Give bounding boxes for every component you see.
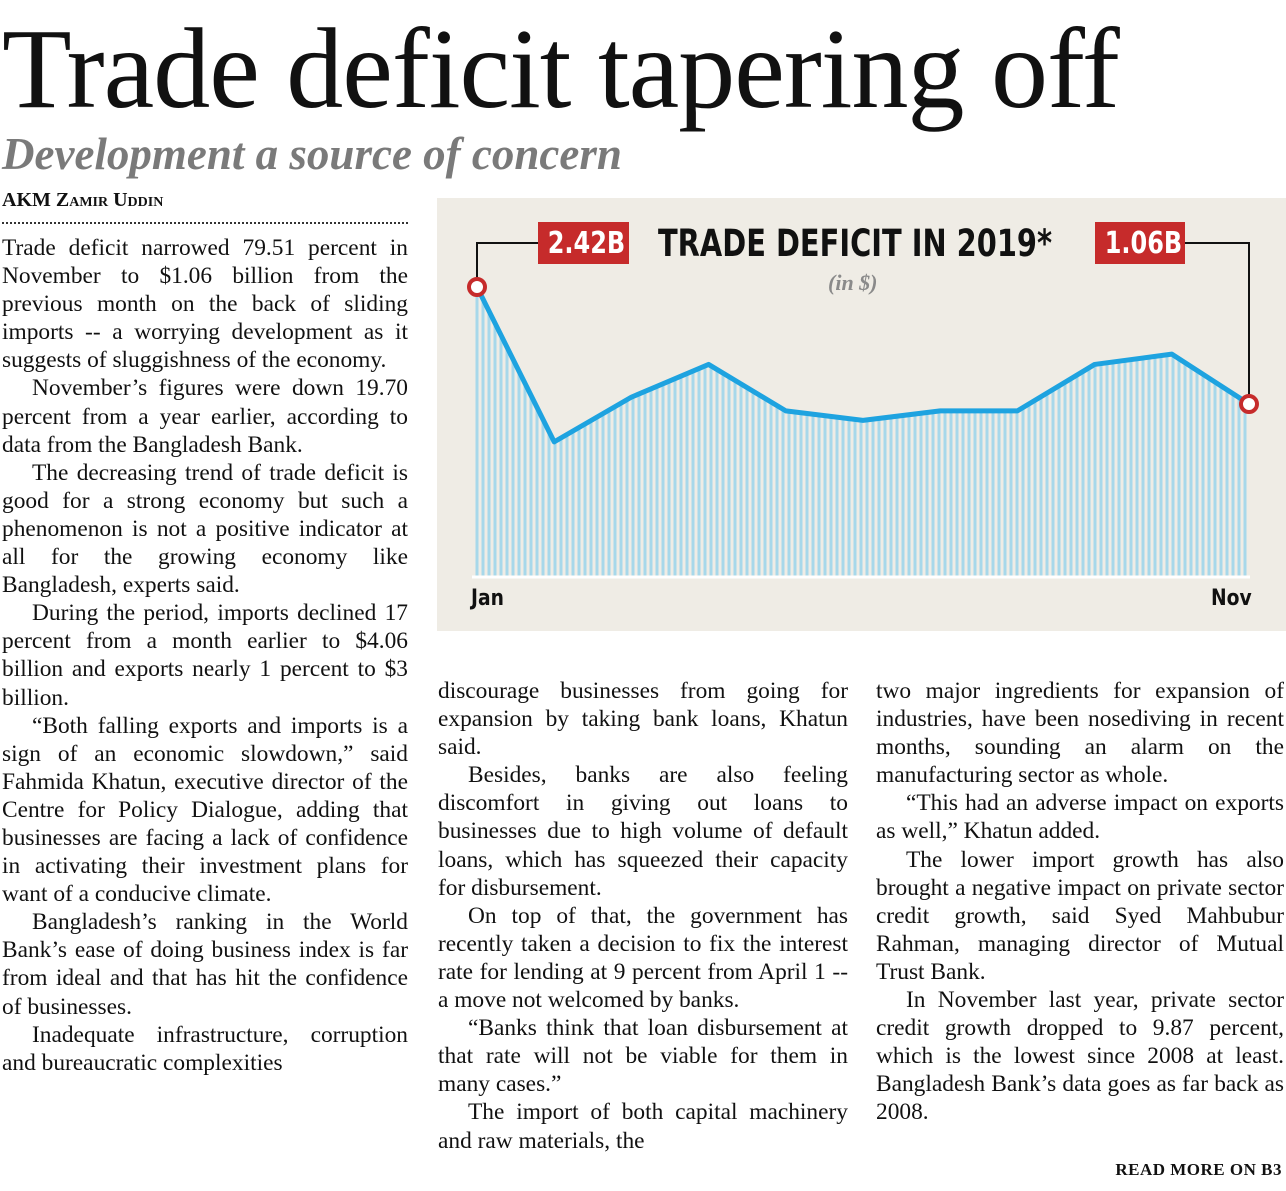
area-stripe [896, 416, 899, 577]
subhead: Development a source of concern [2, 129, 622, 179]
area-stripe [1208, 378, 1211, 577]
area-stripe [560, 438, 563, 577]
paragraph: Besides, banks are also feeling discomfort in giving out loans to businesses due to high volume of default loans, which has squeezed their capacity for disbursement. [438, 762, 848, 901]
area-stripe [800, 413, 803, 577]
area-stripe [1148, 357, 1151, 577]
area-stripe [746, 388, 749, 577]
area-stripe [1112, 362, 1115, 577]
area-stripe [626, 400, 629, 577]
area-stripe [770, 402, 773, 577]
area-stripe [536, 407, 539, 577]
area-stripe [518, 371, 521, 577]
start-callout-line [477, 243, 538, 279]
area-stripe [716, 370, 719, 577]
area-stripe [1124, 360, 1127, 577]
area-stripe [1082, 371, 1085, 577]
area-stripe [596, 417, 599, 577]
area-stripe [872, 419, 875, 577]
area-stripe [1016, 411, 1019, 577]
area-stripe [1190, 367, 1193, 577]
area-stripe [1160, 356, 1163, 577]
area-stripe [554, 441, 557, 577]
area-stripe [758, 395, 761, 577]
area-stripe [710, 366, 713, 577]
area-stripe [590, 421, 593, 577]
area-stripe [506, 347, 509, 577]
area-stripe [944, 411, 947, 577]
area-stripe [488, 311, 491, 577]
area-stripe [866, 420, 869, 577]
headline: Trade deficit tapering off [2, 5, 1119, 132]
area-stripe [494, 323, 497, 577]
area-stripe [962, 411, 965, 577]
area-stripe [842, 418, 845, 577]
area-stripe [788, 411, 791, 577]
area-stripe [1034, 400, 1037, 577]
area-stripe [1004, 411, 1007, 577]
area-stripe [668, 381, 671, 577]
area-stripe [1214, 382, 1217, 577]
area-stripe [530, 395, 533, 577]
area-stripe [1088, 368, 1091, 577]
area-stripe [728, 377, 731, 577]
paragraph: During the period, imports declined 17 percent from a month earlier to $4.06 billion and exports nearly 1 percent to $3 billion. [2, 600, 408, 711]
area-stripe [686, 374, 689, 577]
area-stripe [1130, 360, 1133, 577]
article-column-2 [438, 677, 848, 1191]
area-stripe [584, 424, 587, 577]
paragraph: The import of both capital machinery and raw materials, the [438, 1099, 848, 1154]
area-stripe [752, 391, 755, 577]
area-stripe [608, 410, 611, 577]
area-stripe [860, 420, 863, 577]
area-stripe [902, 415, 905, 577]
area-stripe [806, 414, 809, 577]
area-stripe [512, 359, 515, 577]
area-stripe [566, 434, 569, 577]
start-value-flag: 2.42B [538, 222, 629, 264]
area-stripe [1106, 363, 1109, 577]
area-stripe [1100, 364, 1103, 577]
area-stripe [740, 384, 743, 577]
area-stripe [968, 411, 971, 577]
area-stripe [950, 411, 953, 577]
area-stripe [890, 417, 893, 577]
area-stripe [974, 411, 977, 577]
x-tick-label-end: Nov [1211, 586, 1252, 611]
paragraph: The decreasing trend of trade deficit is good for a strong economy but such a phenomenon is not a positive indicator at all for the growing economy like Bangladesh, experts said. [2, 459, 408, 599]
area-stripe [1154, 356, 1157, 577]
series-line [477, 287, 1249, 442]
paragraph: On top of that, the government has recently taken a decision to fix the interest rate for lending at 9 percent from April 1 -- a move not welcomed by banks. [438, 902, 848, 1014]
area-stripe [1238, 398, 1241, 577]
area-stripe [794, 412, 797, 577]
paragraph: “This had an adverse impact on exports as well,” Khatun added. [876, 790, 1284, 845]
byline: AKM Zamir Uddin [2, 189, 164, 211]
paragraph: Bangladesh’s ranking in the World Bank’s ease of doing business index is far from ideal and that has hit the confidence of businesses. [2, 909, 408, 1020]
area-stripe [992, 411, 995, 577]
area-stripe [620, 403, 623, 577]
area-stripe [1094, 364, 1097, 577]
area-stripe [632, 396, 635, 577]
area-stripe [1046, 393, 1049, 577]
paragraph: “Both falling exports and imports is a sign of an economic slowdown,” said Fahmida Khatun, executive director of the Centre for Policy Dialogue, adding that businesses are facing a lack of confidence in activating their investment plans for want of a conducive climate. [2, 712, 408, 908]
highlighted-data-point [1241, 396, 1257, 412]
area-stripe [1226, 390, 1229, 577]
paragraph: two major ingredients for expansion of industries, have been nosediving in recent months, sounding an alarm on the manufacturing sector as whole. [876, 678, 1284, 789]
paragraph: November’s figures were down 19.70 percent from a year earlier, according to data from the Bangladesh Bank. [2, 375, 408, 458]
area-stripe [1028, 404, 1031, 577]
area-stripe [650, 389, 653, 577]
area-stripe [1202, 374, 1205, 577]
area-stripe [854, 419, 857, 577]
area-stripe [824, 416, 827, 577]
area-stripe [878, 418, 881, 577]
area-stripe [782, 409, 785, 577]
paragraph: “Banks think that loan disbursement at that rate will not be viable for them in many cases.” [438, 1015, 848, 1098]
area-stripe [998, 411, 1001, 577]
chart-unit: (in $) [828, 270, 878, 295]
area-stripe [884, 418, 887, 577]
area-stripe [1136, 359, 1139, 577]
area-stripe [1070, 379, 1073, 577]
area-stripe [980, 411, 983, 577]
area-stripe [1052, 389, 1055, 577]
area-stripe [1184, 363, 1187, 577]
area-stripe [1022, 408, 1025, 577]
area-stripe [938, 411, 941, 577]
area-stripe [1178, 359, 1181, 577]
area-stripe [644, 391, 647, 577]
area-stripe [476, 287, 479, 577]
area-stripe [722, 373, 725, 577]
area-stripe [482, 299, 485, 577]
read-more-link[interactable]: READ MORE ON B3 [1115, 1160, 1282, 1179]
area-stripe [542, 419, 545, 577]
area-stripe [1040, 397, 1043, 577]
area-stripe [812, 414, 815, 577]
paragraph: Inadequate infrastructure, corruption and bureaucratic complexities [2, 1021, 408, 1076]
chart-title: TRADE DEFICIT IN 2019* [658, 222, 1053, 265]
area-stripe [914, 414, 917, 577]
area-stripe [818, 415, 821, 577]
end-value-flag: 1.06B [1095, 222, 1185, 264]
area-stripe [926, 413, 929, 577]
area-stripe [1166, 355, 1169, 577]
area-stripe [776, 406, 779, 577]
area-stripe [1010, 411, 1013, 577]
area-stripe [524, 383, 527, 577]
area-stripe [1118, 361, 1121, 577]
area-stripe [956, 411, 959, 577]
paragraph: Trade deficit narrowed 79.51 percent in November to $1.06 billion from the previous month on the back of sliding imports -- a worrying development as it suggests of sluggishness of the economy. [2, 235, 408, 374]
area-stripe [692, 371, 695, 577]
area-stripe [614, 407, 617, 577]
area-stripe [1172, 355, 1175, 577]
highlighted-data-point [469, 279, 485, 295]
area-stripe [674, 379, 677, 577]
area-fill-stripes [476, 287, 1247, 577]
area-stripe [1244, 401, 1247, 577]
area-stripe [764, 398, 767, 577]
area-stripe [1196, 370, 1199, 577]
area-stripe [830, 416, 833, 577]
area-stripe [1220, 386, 1223, 577]
area-stripe [1142, 358, 1145, 577]
area-stripe [704, 366, 707, 577]
paragraph: The lower import growth has also brought a negative impact on private sector credit growth, said Syed Mahbubur Rahman, managing director of Mutual Trust Bank. [876, 846, 1284, 985]
area-stripe [572, 431, 575, 577]
area-stripe [908, 415, 911, 577]
area-stripe [656, 386, 659, 577]
area-stripe [1058, 386, 1061, 577]
article-column-3 [876, 677, 1284, 1157]
x-tick-label-start: Jan [471, 586, 504, 611]
area-stripe [680, 376, 683, 577]
area-stripe [1076, 375, 1079, 577]
area-stripe [836, 417, 839, 577]
area-stripe [602, 414, 605, 577]
area-stripe [1232, 394, 1235, 577]
area-stripe [698, 369, 701, 577]
area-stripe [638, 394, 641, 577]
paragraph: discourage businesses from going for expansion by taking bank loans, Khatun said. [438, 678, 848, 761]
area-stripe [662, 384, 665, 577]
area-stripe [932, 412, 935, 577]
area-stripe [848, 419, 851, 577]
area-stripe [734, 380, 737, 577]
area-stripe [920, 413, 923, 577]
end-callout-line [1185, 243, 1249, 396]
area-stripe [500, 335, 503, 577]
area-stripe [578, 428, 581, 577]
area-stripe [986, 411, 989, 577]
area-stripe [548, 431, 551, 577]
area-stripe [1064, 382, 1067, 577]
paragraph: In November last year, private sector credit growth dropped to 9.87 percent, which is the lowest since 2008 at least. Bangladesh Bank’s data goes as far back as 2008. [876, 987, 1284, 1126]
